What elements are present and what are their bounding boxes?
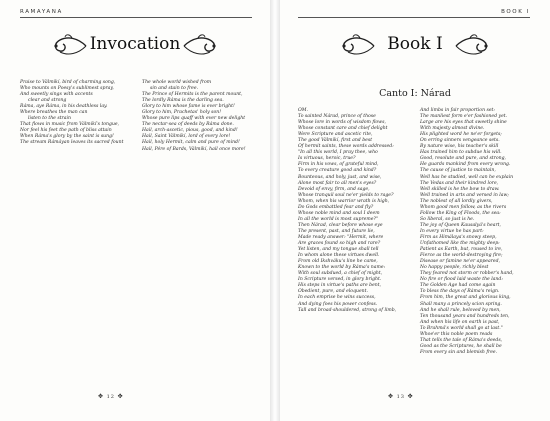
poem-line: Is virtuous, heroic, true? xyxy=(298,156,356,162)
poem-line: To sainted Nárad, prince of those xyxy=(298,114,376,120)
poem-line: With majesty almost divine. xyxy=(420,126,485,132)
poem-line: The present, past, and future lie, xyxy=(298,228,375,234)
header-rule xyxy=(20,17,252,18)
poem-line: "In all this world, I pray thee, who xyxy=(298,150,378,156)
poem-line: No fire or flood laid waste the land: xyxy=(420,277,503,283)
left-page xyxy=(0,0,270,421)
page-title: Book I xyxy=(387,34,443,54)
page-title: Invocation xyxy=(89,34,181,54)
poem-line: The joy of Queen Kausalyá's heart, xyxy=(420,222,501,228)
poem-line: And limbs in fair proportion set: xyxy=(420,108,495,113)
poem-line: OM. xyxy=(298,108,308,113)
poem-line: Bounteous, and holy, just, and wise, xyxy=(298,174,382,180)
poem-line: Good as the Scriptures, he shall be xyxy=(420,343,502,349)
poem-line: In all the world is most supreme?" xyxy=(298,216,379,222)
poem-line: When Ráma's glory by the saint is sung! xyxy=(20,134,114,140)
poem-line: From him, the great and glorious king, xyxy=(420,295,511,301)
poem-line: Well has he studied, well can he explain xyxy=(420,174,514,180)
book-gutter xyxy=(270,0,280,421)
poem-line: And sweetly sings with accents xyxy=(20,92,93,98)
poem-line: Glory to him, Prachetas' holy son! xyxy=(142,110,222,116)
poem-line: Whose tranquil soul ne'er yields to rage? xyxy=(298,192,394,198)
poem-line: Yet listen, and my tongue shall tell xyxy=(298,247,379,253)
poem-line: To every creature good and kind? xyxy=(298,168,377,174)
poem-line: Where breathes the man can xyxy=(20,110,88,116)
poem-line: And when his life on earth is past, xyxy=(420,319,500,325)
poem-line: The cause of justice to maintain, xyxy=(420,168,496,174)
canto-heading: Canto I: Nárad xyxy=(379,88,451,99)
poem-line: From old Ikshváku's line he came, xyxy=(298,259,378,265)
poem-column-right xyxy=(142,80,246,153)
poem-line: Whom, when his warrior wrath is high, xyxy=(298,198,390,204)
poem-line: And he shall rule, beloved by men, xyxy=(420,307,501,313)
poem-line: By nature wise, his teacher's skill xyxy=(420,144,499,150)
poem-line: Hail, Pére of Bards, Válmíkí, hail once more! xyxy=(142,146,246,152)
poem-line: Ráma, aye Ráma, in his deathless lay. xyxy=(20,104,108,110)
poem-line: Fierce as the world-destroying fire; xyxy=(420,253,503,259)
poem-line: That tells the tale of Ráma's deeds, xyxy=(420,337,503,343)
title-block xyxy=(0,28,270,68)
flourish-ornament-right xyxy=(182,32,220,60)
page-footer xyxy=(388,393,414,400)
poem-line: In every virtue he has part: xyxy=(420,228,484,234)
poem-line: Do Gods embattled fear and fly? xyxy=(298,204,374,210)
poem-line: Well trained in arts and versed in law; xyxy=(420,192,509,198)
title-block xyxy=(280,28,550,68)
folio-ornament-right-icon: ✥ xyxy=(117,393,124,400)
poem-line: To Brahmá's world shall go at last." xyxy=(420,325,503,331)
poem-line: Large are his eyes that sweetly shine xyxy=(420,120,507,126)
poem-line: No happy people, richly blest xyxy=(420,265,489,271)
poem-line: That flows in music from Válmíkí's tongue, xyxy=(20,122,120,128)
poem-line: Obedient, pure, and eloquent. xyxy=(298,289,368,295)
poem-line: The good Válmíkí, first and best xyxy=(298,138,373,144)
poem-line: With soul subdued, a chief of might, xyxy=(298,271,383,277)
poem-line: The lordly Ráma is the darling sea. xyxy=(142,98,224,104)
poem-line: In Scripture versed, in glory bright. xyxy=(298,277,382,283)
poem-line: Well skilled is he the bow to draw. xyxy=(420,186,500,192)
folio-ornament-left-icon: ✥ xyxy=(388,393,395,400)
poem-line: Disease or famine ne'er appeared, xyxy=(420,259,501,265)
poem-line: Hail, arch-ascetic, pious, good, and kind! xyxy=(142,128,238,134)
poem-column-right xyxy=(420,108,514,356)
poem-column-left xyxy=(20,80,123,147)
poem-line: Patient as Earth, but, roused to ire, xyxy=(420,247,503,253)
poem-line: So liberal, so just is he. xyxy=(420,216,475,222)
poem-line: clear and strong xyxy=(28,98,67,104)
poem-line: Unfathomed like the mighty deep: xyxy=(420,241,500,247)
poem-line: Of hermit saints, these words addressed: xyxy=(298,144,394,150)
poem-line: Whom good men follow, as the rivers xyxy=(420,204,507,210)
running-header: RAMAYANA xyxy=(20,9,63,15)
poem-line: Firm as Himálaya's snowy steep, xyxy=(420,234,497,240)
poem-line: Firm in his vows, of grateful mind, xyxy=(298,162,379,168)
poem-line: Follow the King of Floods, the sea: xyxy=(420,210,501,216)
poem-line: The noblest of all lordly givers, xyxy=(420,198,493,204)
poem-line: listen to the strain xyxy=(28,116,71,122)
poem-line: Who mounts on Poesy's sublimest spray, xyxy=(20,86,114,92)
poem-line: Nor feel his feet the path of bliss attain xyxy=(20,128,112,134)
running-header: BOOK I xyxy=(501,9,530,15)
page-number: 13 xyxy=(396,394,405,400)
poem-line: The Prince of Hermits is the parent mount, xyxy=(142,92,243,98)
poem-line: To bless the days of Ráma's reign. xyxy=(420,289,500,295)
poem-line: Tall and broad-shouldered, strong of limb, xyxy=(298,307,397,313)
poem-line: In whom alone these virtues dwell. xyxy=(298,253,380,259)
poem-line: Shall many a princely scion spring. xyxy=(420,301,502,307)
poem-line: Then Nárad, clear before whose eye xyxy=(298,222,383,228)
poem-line: Has trained him to subdue his will. xyxy=(420,150,502,156)
poem-line: Whoe'er this noble poem reads xyxy=(420,331,493,337)
poem-line: Praise to Válmíkí, bird of charming song, xyxy=(20,80,116,85)
poem-line: Are graces found so high and rare? xyxy=(298,241,381,247)
poem-column-left xyxy=(298,108,396,314)
poem-line: Ten thousand years and hundreds ten, xyxy=(420,313,510,319)
poem-line: Glory to him whose fame is ever bright! xyxy=(142,104,235,110)
poem-line: The nectar-sea of deeds by Ráma done. xyxy=(142,122,234,128)
poem-line: From every sin and blemish free. xyxy=(420,349,498,355)
poem-line: Hail, Saint Válmíkí, lord of every lore! xyxy=(142,134,231,140)
poem-line: He guards mankind from every wrong. xyxy=(420,162,511,168)
folio-ornament-right-icon: ✥ xyxy=(407,393,414,400)
poem-line: The Vedas and their kindred lore, xyxy=(420,180,499,186)
poem-line: Known to the world by Ráma's name: xyxy=(298,265,386,271)
poem-line: Whose noble mind and soul I deem xyxy=(298,210,380,216)
poem-line: The manliest form e'er fashioned yet. xyxy=(420,114,508,120)
page-footer xyxy=(98,393,124,400)
poem-line: His plighted word he ne'er forgets; xyxy=(420,132,502,138)
poem-line: On erring sinners vengeance sets. xyxy=(420,138,500,144)
poem-line: The whole world wished from xyxy=(142,80,212,85)
poem-line: His steps in virtue's paths are bent, xyxy=(298,283,382,289)
poem-line: Whose pure lips quaff with ever new delight xyxy=(142,116,246,122)
poem-line: Hail, holy Hermit, calm and pure of mind! xyxy=(142,140,240,146)
poem-line: The stream Rámáyan leaves its sacred fount xyxy=(20,140,124,146)
poem-line: Whose constant care and chief delight xyxy=(298,126,388,132)
poem-line: The Golden Age had come again xyxy=(420,283,496,289)
poem-line: And dying foes his power confess. xyxy=(298,301,378,307)
poem-line: sin and stain to free. xyxy=(150,86,199,92)
header-rule xyxy=(298,17,530,18)
poem-line: Made ready answer: "Hermit, where xyxy=(298,234,384,240)
poem-line: Alone most fair to all men's eyes? xyxy=(298,180,377,186)
poem-line: Were Scripture and ascetic rite, xyxy=(298,132,373,138)
poem-line: They feared not storm or robber's hand, xyxy=(420,271,514,277)
poem-line: Good, resolute and pure, and strong, xyxy=(420,156,507,162)
poem-line: Whose lore in words of wisdom flows, xyxy=(298,120,386,126)
right-page xyxy=(280,0,550,421)
poem-line: In each emprise he wins success, xyxy=(298,295,376,301)
poem-line: Devoid of envy, firm, and sage, xyxy=(298,186,370,192)
folio-ornament-left-icon: ✥ xyxy=(98,393,105,400)
page-number: 12 xyxy=(106,394,115,400)
flourish-ornament-right xyxy=(454,32,492,60)
